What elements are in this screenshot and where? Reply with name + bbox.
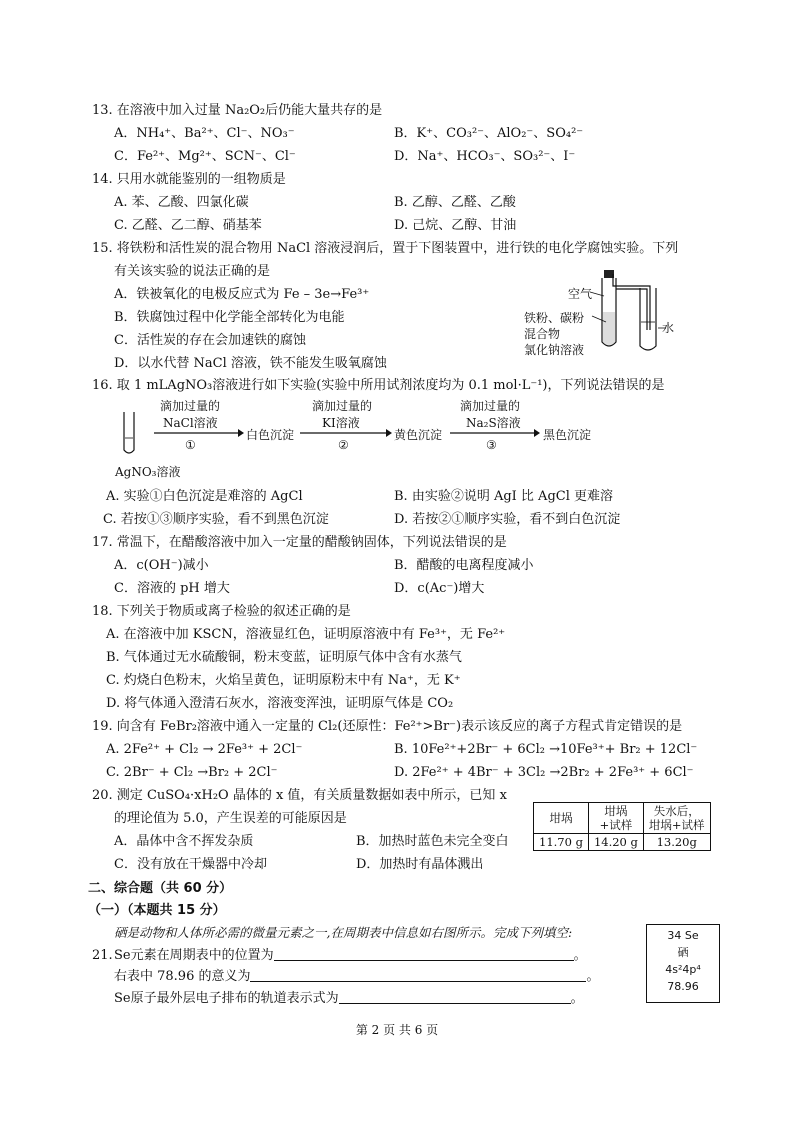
element-atomic-mass: 78.96	[667, 980, 699, 993]
q20-mass-table	[533, 802, 711, 851]
diagram-label-mixture-3: 氯化钠溶液	[524, 343, 585, 357]
table-cell: 11.70 g	[534, 834, 589, 851]
answer-blank[interactable]	[250, 968, 586, 982]
q15-stem-line1: 15. 将铁粉和活性炭的混合物用 NaCl 溶液浸润后，置于下图装置中，进行铁的电化学腐蚀实验。下列	[92, 241, 679, 256]
q17-option-a: A．c(OH⁻)减小	[114, 558, 209, 573]
element-name: 硒	[677, 946, 689, 959]
part-title: （一）（本题共 15 分）	[88, 903, 226, 918]
flow-step-1: ①	[185, 438, 196, 452]
q20-option-d: D．加热时有晶体溅出	[356, 857, 484, 872]
q19-option-a: A. 2Fe²⁺ + Cl₂ → 2Fe³⁺ + 2Cl⁻	[106, 742, 303, 757]
q21-line3	[114, 990, 584, 1008]
diagram-label-mixture-1: 铁粉、碳粉	[524, 311, 585, 325]
table-row	[534, 834, 711, 851]
q18-option-d: D. 将气体通入澄清石灰水，溶液变浑浊，证明原气体是 CO₂	[106, 696, 454, 711]
q21-line2-label: 右表中 78.96 的意义为	[114, 969, 251, 984]
q13-option-b: B．K⁺、CO₃²⁻、AlO₂⁻、SO₄²⁻	[394, 126, 584, 141]
q21-line2	[114, 968, 600, 986]
q13-option-a: A．NH₄⁺、Ba²⁺、Cl⁻、NO₃⁻	[114, 126, 295, 141]
flow-reagent-1: 滴加过量的	[160, 399, 221, 413]
q16-option-c: C. 若按①③顺序实验，看不到黑色沉淀	[103, 512, 329, 527]
q19-stem: 19. 向含有 FeBr₂溶液中通入一定量的 Cl₂(还原性：Fe²⁺>Br⁻)表示该反应的离子方程式肯定错误的是	[92, 719, 683, 734]
line-end: 。	[573, 948, 587, 963]
line-end: 。	[570, 991, 584, 1006]
q17-option-d: D．c(Ac⁻)增大	[394, 581, 485, 596]
answer-blank[interactable]	[274, 947, 574, 961]
q18-option-c: C. 灼烧白色粉末，火焰呈黄色，证明原粉末中有 Na⁺，无 K⁺	[106, 673, 461, 688]
q17-stem: 17. 常温下，在醋酸溶液中加入一定量的醋酸钠固体，下列说法错误的是	[92, 535, 507, 550]
q14-option-b: B. 乙醇、乙醛、乙酸	[394, 195, 516, 210]
q19-option-c: C. 2Br⁻ + Cl₂ →Br₂ + 2Cl⁻	[106, 765, 278, 780]
q13-option-c: C．Fe²⁺、Mg²⁺、SCN⁻、Cl⁻	[114, 149, 296, 164]
table-header-after-dehydration: 失水后， 坩埚+试样	[643, 803, 710, 834]
flow-product-1: 白色沉淀	[246, 428, 295, 442]
element-configuration: 4s²4p⁴	[665, 963, 701, 976]
q21-number: 21.	[92, 948, 113, 963]
table-header-crucible: 坩埚	[534, 803, 589, 834]
q15-stem-line2: 有关该实验的说法正确的是	[114, 264, 271, 279]
q15-option-c: C．活性炭的存在会加速铁的腐蚀	[114, 333, 306, 348]
q18-stem: 18. 下列关于物质或离子检验的叙述正确的是	[92, 604, 351, 619]
q15-option-a: A．铁被氧化的电极反应式为 Fe – 3e→Fe³⁺	[114, 287, 370, 302]
q21-line1	[114, 947, 587, 965]
selenium-element-card	[646, 924, 720, 1003]
flow-reagent-name-2: KI溶液	[322, 416, 360, 430]
table-cell: 13.20g	[643, 834, 710, 851]
q20-stem-line2: 的理论值为 5.0，产生误差的可能原因是	[114, 811, 347, 826]
table-header-row	[534, 803, 711, 834]
q15-option-b: B．铁腐蚀过程中化学能全部转化为电能	[114, 310, 345, 325]
flow-reagent-3: 滴加过量的	[460, 399, 521, 413]
q20-option-c: C．没有放在干燥器中冷却	[114, 857, 267, 872]
flow-reagent-name-1: NaCl溶液	[163, 416, 218, 430]
q13-option-d: D．Na⁺、HCO₃⁻、SO₃²⁻、I⁻	[394, 149, 576, 164]
q20-option-b: B．加热时蓝色未完全变白	[356, 834, 509, 849]
table-cell: 14.20 g	[588, 834, 643, 851]
q16-option-d: D. 若按②①顺序实验，看不到白色沉淀	[394, 512, 621, 527]
q13-stem: 13. 在溶液中加入过量 Na₂O₂后仍能大量共存的是	[92, 103, 383, 118]
q16-stem: 16. 取 1 mLAgNO₃溶液进行如下实验(实验中所用试剂浓度均为 0.1 mol·L⁻¹)，下列说法错误的是	[92, 378, 665, 393]
flow-reagent-name-3: Na₂S溶液	[466, 416, 521, 430]
diagram-label-mixture-2: 混合物	[524, 327, 561, 341]
diagram-label-water: 水	[662, 321, 675, 335]
q15-option-d: D．以水代替 NaCl 溶液，铁不能发生吸氧腐蚀	[114, 356, 387, 371]
q18-option-b: B. 气体通过无水硫酸铜，粉末变蓝，证明原气体中含有水蒸气	[106, 650, 462, 665]
q21-line3-label: Se原子最外层电子排布的轨道表示式为	[114, 991, 339, 1006]
q14-option-c: C. 乙醛、乙二醇、硝基苯	[114, 218, 262, 233]
q14-stem: 14. 只用水就能鉴别的一组物质是	[92, 172, 286, 187]
page-footer: 第 2 页 共 6 页	[355, 1023, 439, 1037]
q19-option-b: B. 10Fe²⁺+2Br⁻ + 6Cl₂ →10Fe³⁺+ Br₂ + 12Cl⁻	[394, 742, 698, 757]
diagram-label-air: 空气	[568, 287, 593, 301]
section-intro: 硒是动物和人体所必需的微量元素之一,在周期表中信息如右图所示。完成下列填空:	[114, 925, 573, 940]
flow-step-2: ②	[338, 438, 349, 452]
q16-option-a: A. 实验①白色沉淀是难溶的 AgCl	[106, 489, 303, 504]
flow-product-3: 黑色沉淀	[543, 428, 592, 442]
q21-line1-label: Se元素在周期表中的位置为	[114, 948, 274, 963]
line-end: 。	[586, 969, 600, 984]
q14-option-d: D. 己烷、乙醇、甘油	[394, 218, 517, 233]
element-number-symbol: 34 Se	[667, 929, 699, 942]
q14-option-a: A. 苯、乙酸、四氯化碳	[114, 195, 249, 210]
q18-option-a: A. 在溶液中加 KSCN，溶液显红色，证明原溶液中有 Fe³⁺，无 Fe²⁺	[106, 627, 506, 642]
q20-option-a: A．晶体中含不挥发杂质	[114, 834, 254, 849]
answer-blank[interactable]	[339, 990, 571, 1004]
q16-option-b: B. 由实验②说明 AgI 比 AgCl 更难溶	[394, 489, 614, 504]
q19-option-d: D. 2Fe²⁺ + 4Br⁻ + 3Cl₂ →2Br₂ + 2Fe³⁺ + 6Cl⁻	[394, 765, 694, 780]
flow-start-label: AgNO₃溶液	[115, 465, 181, 479]
flow-reagent-2: 滴加过量的	[312, 399, 373, 413]
table-header-crucible-sample: 坩埚 +试样	[588, 803, 643, 834]
q17-option-b: B．醋酸的电离程度减小	[394, 558, 534, 573]
section-title: 二、综合题（共 60 分）	[88, 881, 233, 896]
q20-stem-line1: 20. 测定 CuSO₄·xH₂O 晶体的 x 值，有关质量数据如表中所示，已知 x	[92, 788, 507, 803]
flow-step-3: ③	[486, 438, 497, 452]
q17-option-c: C．溶液的 pH 增大	[114, 581, 230, 596]
flow-product-2: 黄色沉淀	[394, 428, 443, 442]
